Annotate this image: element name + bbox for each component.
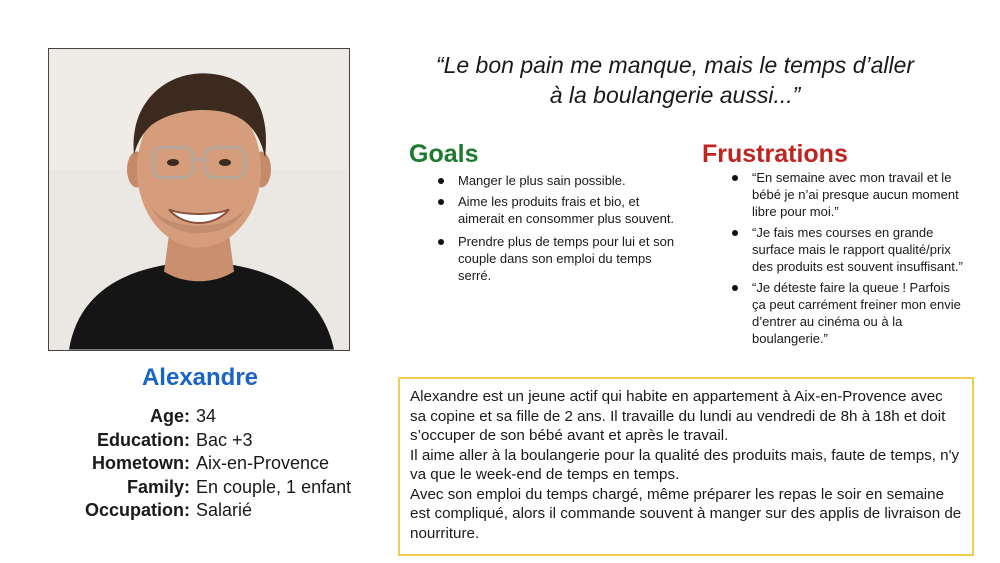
frustration-item: “Je fais mes courses en grande surface mais le rapport qualité/prix des produits est souvent insuffisant.” — [718, 224, 963, 275]
portrait-image — [49, 49, 349, 350]
persona-name: Alexandre — [141, 364, 259, 391]
detail-label: Education: — [97, 429, 190, 450]
quote-line: “Le bon pain me manque, mais le temps d’aller — [435, 52, 915, 78]
goals-heading: Goals — [409, 140, 479, 168]
persona-details — [40, 405, 380, 523]
frustration-item: “En semaine avec mon travail et le bébé je n’ai presque aucun moment libre pour moi.” — [718, 169, 963, 220]
detail-label: Hometown: — [92, 453, 190, 473]
goal-item: Aime les produits frais et bio, et aimerait en consommer plus souvent. — [424, 193, 676, 227]
detail-occupation — [40, 499, 380, 523]
detail-label: Occupation: — [84, 500, 190, 520]
detail-value: 34 — [196, 406, 217, 426]
detail-family — [40, 476, 380, 500]
detail-value: En couple, 1 enfant — [196, 476, 352, 497]
persona-quote — [405, 50, 945, 110]
detail-value: Aix-en-Provence — [196, 453, 330, 473]
detail-label: Family: — [126, 476, 190, 497]
bio-box — [398, 377, 974, 556]
bio-paragraph: Alexandre est un jeune actif qui habite en appartement à Aix-en-Provence avec sa copine et sa fille de 2 ans. Il travaille du lundi au vendredi de 8h à 18h et doit s’occuper de son bébé avant et après le travail. — [410, 388, 946, 444]
frustrations-heading: Frustrations — [702, 140, 848, 168]
persona-photo — [48, 48, 350, 351]
bio-paragraph: Il aime aller à la boulangerie pour la qualité des produits mais, faute de temps, n'y va que le week-end de temps en temps. — [410, 446, 960, 483]
frustration-item: “Je déteste faire la queue ! Parfois ça peut carrément freiner mon envie d’entrer au cinéma ou à la boulangerie.” — [718, 279, 963, 347]
bio-paragraph: Avec son emploi du temps chargé, même préparer les repas le soir en semaine est compliqué, alors il commande souvent à manger sur des applis de livraison de nourriture. — [410, 485, 962, 542]
goals-list — [424, 172, 676, 288]
detail-label: Age: — [150, 406, 190, 426]
frustrations-list — [718, 169, 963, 351]
detail-hometown — [40, 452, 380, 476]
goal-item: Manger le plus sain possible. — [424, 172, 676, 189]
goal-item: Prendre plus de temps pour lui et son couple dans son emploi du temps serré. — [424, 233, 676, 284]
detail-education — [40, 429, 380, 453]
detail-value: Bac +3 — [196, 429, 253, 450]
detail-value: Salarié — [196, 500, 253, 520]
quote-line: à la boulangerie aussi...” — [549, 82, 801, 108]
detail-age — [40, 405, 380, 429]
